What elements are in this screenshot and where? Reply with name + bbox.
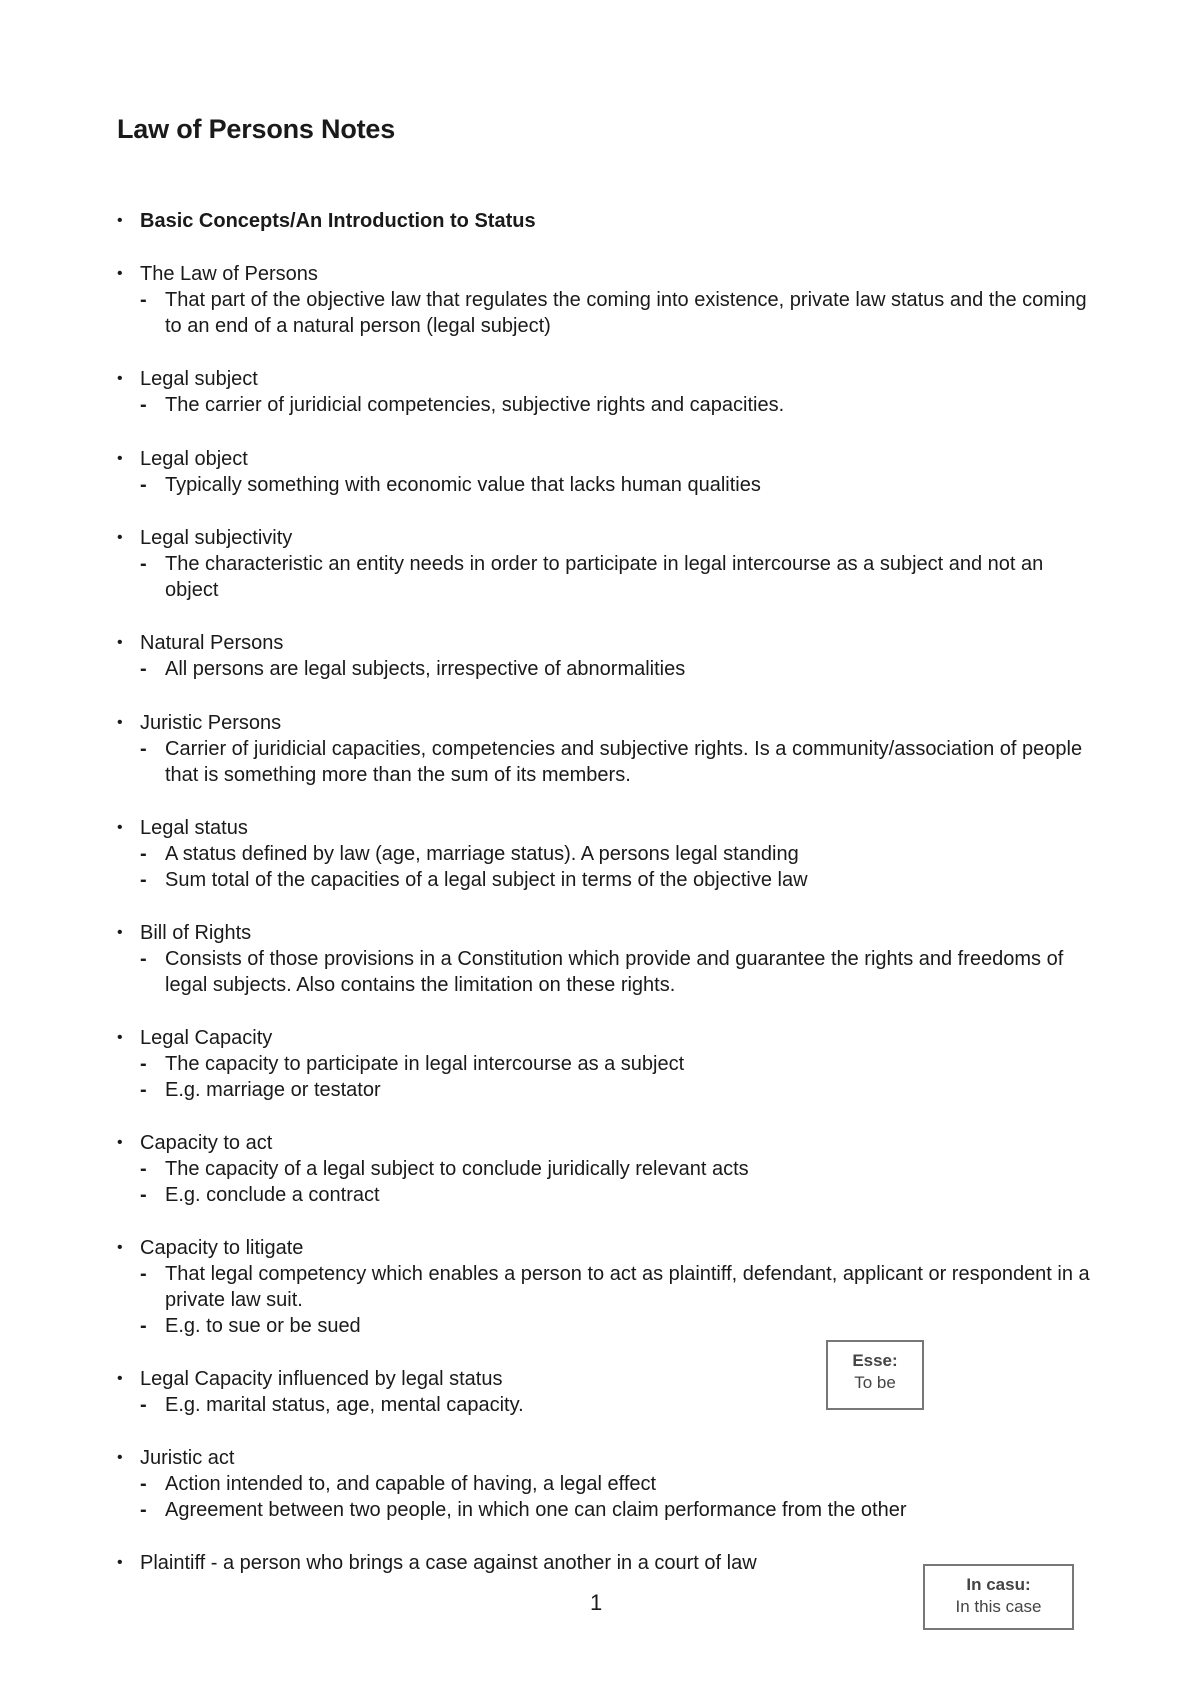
bullet-icon: • [117,819,123,836]
sub-point-list [117,472,1117,498]
sub-point-text: The capacity of a legal subject to conclude juridically relevant acts [165,1158,749,1180]
sub-point [140,392,1117,418]
sub-point-text: E.g. conclude a contract [165,1184,380,1206]
sub-point-text: That legal competency which enables a person to act as plaintiff, defendant, applicant or respondent in a private law suit. [165,1263,1090,1311]
dash-icon: - [140,1158,147,1180]
section-heading: Bill of Rights [140,922,252,944]
bullet-icon: • [117,1239,123,1256]
sub-point-text: Consists of those provisions in a Constitution which provide and guarantee the rights and freedoms of legal subjects. Also contains the limitation on these rights. [165,948,1064,996]
sub-point-list [117,841,1117,893]
definition-meaning: To be [854,1373,896,1392]
dash-icon: - [140,843,147,865]
sub-point-text: All persons are legal subjects, irrespective of abnormalities [165,658,686,680]
sub-point [140,287,1117,339]
dash-icon: - [140,1184,147,1206]
dash-icon: - [140,1394,147,1416]
dash-icon: - [140,948,147,970]
section-heading-row [117,366,1117,392]
section-heading-row [117,630,1117,656]
sub-point-text: E.g. to sue or be sued [165,1315,361,1337]
note-section [117,815,1117,893]
sub-point-text: That part of the objective law that regulates the coming into existence, private law status and the coming to an end of a natural person (legal subject) [165,289,1087,337]
section-heading: Capacity to litigate [140,1237,304,1259]
sub-point-list [117,946,1117,998]
dash-icon: - [140,1079,147,1101]
definition-term: Esse: [852,1351,898,1370]
sub-point [140,551,1117,603]
dash-icon: - [140,869,147,891]
section-heading-row [117,1130,1117,1156]
note-section [117,1445,1117,1523]
bullet-icon: • [117,212,123,229]
sub-point-text: Carrier of juridicial capacities, competencies and subjective rights. Is a community/association of people that is something more than the sum of its members. [165,738,1083,786]
note-section [117,710,1117,788]
note-section [117,525,1117,603]
section-heading-row [117,446,1117,472]
dash-icon: - [140,658,147,680]
sub-point-list [117,551,1117,603]
definition-box-in-casu [923,1564,1074,1630]
bullet-icon: • [117,1449,123,1466]
section-heading-row [117,261,1117,287]
section-heading: Legal Capacity [140,1027,273,1049]
sub-point-text: E.g. marriage or testator [165,1079,381,1101]
section-heading-row [117,525,1117,551]
sub-point-text: Agreement between two people, in which one can claim performance from the other [165,1499,907,1521]
sub-point [140,1051,1117,1077]
sub-point-text: Typically something with economic value that lacks human qualities [165,474,761,496]
sub-point-text: The carrier of juridicial competencies, subjective rights and capacities. [165,394,785,416]
dash-icon: - [140,1473,147,1495]
dash-icon: - [140,1315,147,1337]
section-heading: Legal Capacity influenced by legal status [140,1368,503,1390]
dash-icon: - [140,394,147,416]
sub-point-list [117,656,1117,682]
dash-icon: - [140,1499,147,1521]
sub-point-list [117,287,1117,339]
page-title: Law of Persons Notes [117,114,396,144]
sub-point [140,1261,1117,1313]
bullet-icon: • [117,370,123,387]
sub-point [140,1156,1117,1182]
sub-point-text: A status defined by law (age, marriage status). A persons legal standing [165,843,799,865]
section-heading: Basic Concepts/An Introduction to Status [140,210,536,232]
definition-box-esse [826,1340,924,1410]
sub-point-text: Sum total of the capacities of a legal subject in terms of the objective law [165,869,808,891]
sub-point-text: The capacity to participate in legal intercourse as a subject [165,1053,685,1075]
dash-icon: - [140,289,147,311]
note-section [117,1366,1117,1418]
section-heading: Legal status [140,817,248,839]
section-heading-row [117,1235,1117,1261]
sub-point-text: The characteristic an entity needs in order to participate in legal intercourse as a subject and not an object [165,553,1044,601]
bullet-icon: • [117,924,123,941]
section-heading: Plaintiff - a person who brings a case against another in a court of law [140,1552,757,1574]
bullet-icon: • [117,1554,123,1571]
bullet-icon: • [117,1370,123,1387]
section-heading: Legal subject [140,368,258,390]
dash-icon: - [140,738,147,760]
definition-term: In casu: [966,1575,1031,1594]
section-heading-row [117,208,1117,234]
dash-icon: - [140,474,147,496]
sub-point [140,1313,1117,1339]
section-heading-row [117,1445,1117,1471]
sub-point [140,472,1117,498]
section-heading-row [117,1025,1117,1051]
note-section [117,366,1117,418]
section-heading: Juristic act [140,1447,235,1469]
note-section [117,1130,1117,1208]
bullet-icon: • [117,265,123,282]
note-section [117,208,1117,234]
page-number: 1 [590,1590,603,1615]
section-heading-row [117,920,1117,946]
section-heading: Juristic Persons [140,712,282,734]
note-section [117,1025,1117,1103]
sub-point [140,656,1117,682]
dash-icon: - [140,1053,147,1075]
sub-point-list [117,1051,1117,1103]
sub-point [140,1182,1117,1208]
section-heading: Capacity to act [140,1132,273,1154]
section-heading: Natural Persons [140,632,284,654]
sub-point [140,946,1117,998]
sub-point [140,1077,1117,1103]
sub-point [140,841,1117,867]
sub-point-list [117,392,1117,418]
note-section [117,1235,1117,1339]
sub-point-list [117,1261,1117,1339]
sub-point-text: Action intended to, and capable of having, a legal effect [165,1473,657,1495]
sub-point-list [117,1392,1117,1418]
bullet-icon: • [117,634,123,651]
dash-icon: - [140,553,147,575]
bullet-icon: • [117,1134,123,1151]
section-heading: Legal object [140,448,248,470]
definition-meaning: In this case [955,1597,1042,1616]
sub-point [140,867,1117,893]
bullet-icon: • [117,1029,123,1046]
section-heading-row [117,815,1117,841]
sub-point [140,1497,1117,1523]
note-section [117,920,1117,998]
section-heading-row [117,710,1117,736]
sub-point-list [117,1156,1117,1208]
bullet-icon: • [117,450,123,467]
sub-point-text: E.g. marital status, age, mental capacity. [165,1394,524,1416]
sub-point [140,736,1117,788]
sub-point [140,1392,1117,1418]
dash-icon: - [140,1263,147,1285]
bullet-icon: • [117,529,123,546]
note-section [117,261,1117,339]
note-section [117,446,1117,498]
section-heading: Legal subjectivity [140,527,293,549]
section-heading-row [117,1366,1117,1392]
sub-point [140,1471,1117,1497]
sub-point-list [117,1471,1117,1523]
section-heading: The Law of Persons [140,263,318,285]
bullet-icon: • [117,714,123,731]
note-section [117,630,1117,682]
sub-point-list [117,736,1117,788]
